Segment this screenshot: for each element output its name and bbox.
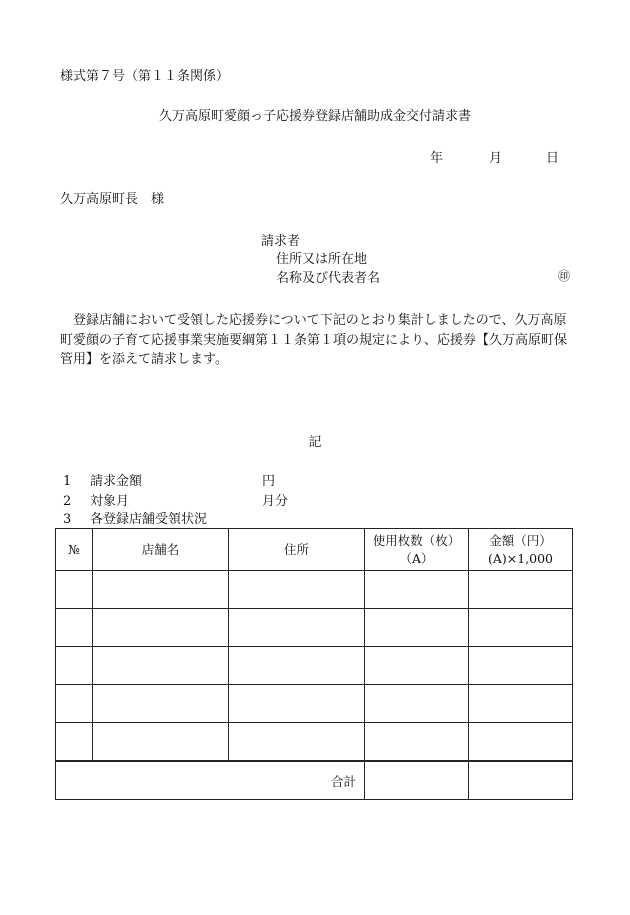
cell-store[interactable] [93, 609, 229, 647]
item-unit: 円 [262, 474, 276, 489]
cell-no[interactable] [56, 685, 93, 723]
header-amount-line1: 金額（円） [489, 532, 552, 548]
cell-store[interactable] [93, 647, 229, 685]
cell-no[interactable] [56, 609, 93, 647]
cell-address[interactable] [229, 647, 365, 685]
cell-no[interactable] [56, 647, 93, 685]
header-no: № [56, 529, 93, 571]
store-status-table [55, 528, 573, 800]
item-number: 2 [63, 494, 72, 509]
cell-address[interactable] [229, 685, 365, 723]
date-month-label: 月 [489, 151, 503, 166]
cell-count[interactable] [365, 647, 469, 685]
item-number: 3 [63, 512, 72, 527]
header-address: 住所 [229, 529, 365, 571]
document-title: 久万高原町愛顔っ子応援券登録店舗助成金交付請求書 [158, 109, 471, 124]
header-amount-line2: (A)×1,000 [487, 550, 554, 566]
total-amount-cell[interactable] [469, 761, 573, 800]
item-store-status [63, 513, 262, 526]
cell-count[interactable] [365, 571, 469, 609]
table-header-row [56, 529, 573, 571]
cell-address[interactable] [229, 571, 365, 609]
table-row [56, 647, 573, 685]
claimant-name-label: 名称及び代表者名 [276, 271, 381, 286]
table-row [56, 723, 573, 762]
cell-count[interactable] [365, 609, 469, 647]
addressee: 久万高原町長 様 [60, 192, 165, 207]
cell-store[interactable] [93, 571, 229, 609]
cell-count[interactable] [365, 685, 469, 723]
seal-mark: ㊞ [558, 269, 571, 283]
item-number: 1 [63, 474, 72, 489]
header-count-line2: （A） [399, 550, 434, 566]
cell-amount[interactable] [469, 723, 573, 762]
header-count-line1: 使用枚数（枚） [372, 532, 461, 548]
item-label: 各登録店舗受領状況 [90, 512, 208, 527]
total-label: 合計 [56, 761, 365, 800]
date-day-label: 日 [546, 151, 560, 166]
header-count [365, 529, 469, 571]
item-target-month [63, 495, 288, 508]
cell-count[interactable] [365, 723, 469, 762]
item-label: 請求金額 [90, 474, 143, 489]
cell-store[interactable] [93, 723, 229, 762]
table-row [56, 609, 573, 647]
date-year-label: 年 [430, 151, 444, 166]
claimant-address-label: 住所又は所在地 [276, 252, 368, 267]
cell-amount[interactable] [469, 685, 573, 723]
cell-no[interactable] [56, 723, 93, 762]
form-number: 様式第７号（第１１条関係） [60, 69, 230, 84]
body-paragraph: 登録店舗において受領した応援券について下記のとおり集計しましたので、久万高原町愛顔の子育て応援事業実施要綱第１１条第１項の規定により、応援券【久万高原町保管用】を添えて請求します。 [60, 313, 568, 367]
table-row [56, 685, 573, 723]
table-total-row [56, 761, 573, 800]
item-label: 対象月 [90, 494, 130, 509]
cell-amount[interactable] [469, 609, 573, 647]
cell-address[interactable] [229, 609, 365, 647]
table-row [56, 571, 573, 609]
header-amount [469, 529, 573, 571]
total-count-cell[interactable] [365, 761, 469, 800]
header-store-name: 店舗名 [93, 529, 229, 571]
cell-amount[interactable] [469, 571, 573, 609]
claimant-heading: 請求者 [261, 234, 301, 249]
cell-store[interactable] [93, 685, 229, 723]
ki-heading: 記 [308, 435, 322, 450]
cell-amount[interactable] [469, 647, 573, 685]
item-unit: 月分 [262, 494, 289, 509]
item-claim-amount [63, 475, 275, 488]
cell-no[interactable] [56, 571, 93, 609]
cell-address[interactable] [229, 723, 365, 762]
